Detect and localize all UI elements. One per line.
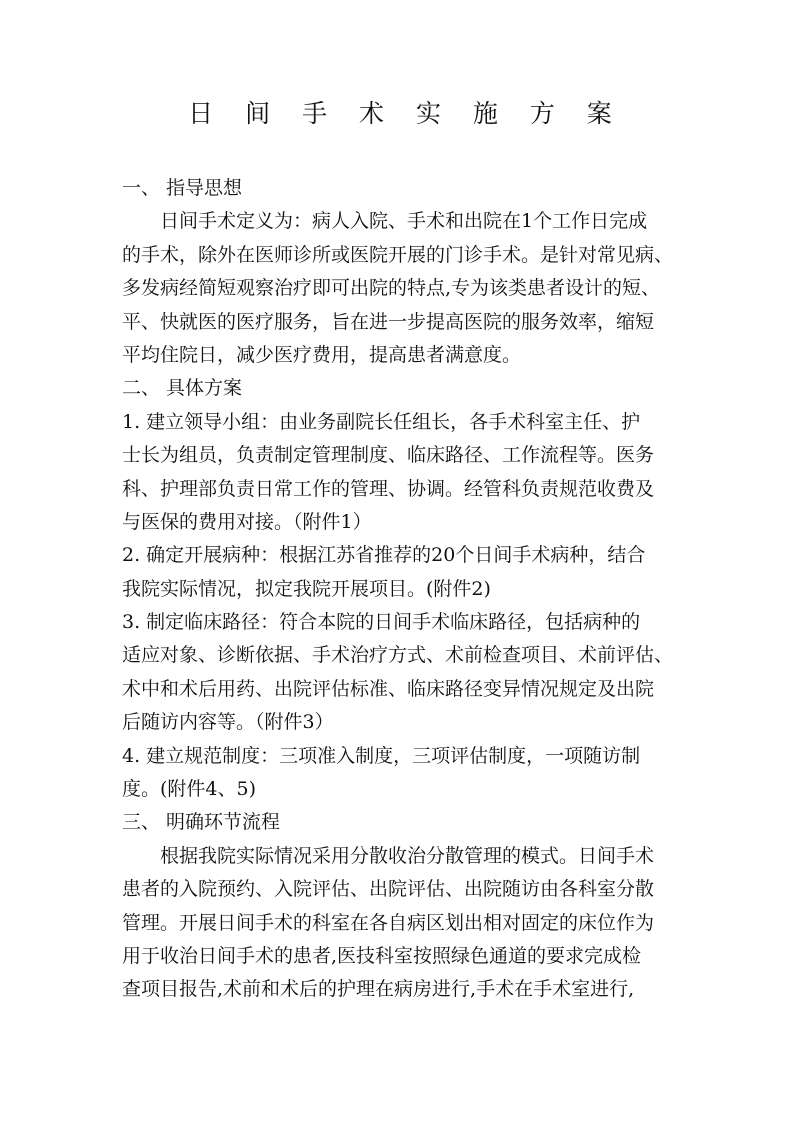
list-item-line: 4. 建立规范制度：三项准入制度，三项评估制度，一项随访制 [122, 744, 641, 767]
paragraph-line: 多发病经简短观察治疗即可出院的特点,专为该类患者设计的短、 [122, 277, 661, 300]
paragraph-line: 平、快就医的医疗服务，旨在进一步提高医院的服务效率，缩短 [122, 310, 655, 333]
paragraph-line: 患者的入院预约、入院评估、出院评估、出院随访由各科室分散 [122, 878, 655, 901]
list-item-line: 士长为组员，负责制定管理制度、临床路径、工作流程等。医务 [122, 444, 655, 467]
list-item-line: 科、护理部负责日常工作的管理、协调。经管科负责规范收费及 [122, 477, 655, 500]
paragraph-line: 根据我院实际情况采用分散收治分散管理的模式。日间手术 [160, 844, 655, 867]
document-body [122, 172, 682, 1007]
document-title: 日 间 手 术 实 施 方 案 [188, 99, 624, 128]
paragraph-line: 用于收治日间手术的患者,医技科室按照绿色通道的要求完成检 [122, 944, 642, 967]
paragraph-line: 平均住院日，减少医疗费用，提高患者满意度。 [122, 343, 522, 366]
list-item-line: 3. 制定临床路径：符合本院的日间手术临床路径，包括病种的 [122, 611, 641, 634]
paragraph-line: 日间手术定义为：病人入院、手术和出院在1个工作日完成 [160, 210, 648, 233]
section-heading-guiding-ideology: 一、 指导思想 [122, 177, 243, 199]
paragraph-line: 的手术，除外在医师诊所或医院开展的门诊手术。是针对常见病、 [122, 243, 674, 266]
list-item-line: 与医保的费用对接。（附件1） [122, 510, 372, 533]
section-heading-specific-plan: 二、 具体方案 [122, 377, 243, 400]
list-item-line: 我院实际情况，拟定我院开展项目。(附件2) [122, 577, 491, 600]
list-item-line: 2. 确定开展病种：根据江苏省推荐的20个日间手术病种，结合 [122, 544, 646, 567]
list-item-line: 1. 建立领导小组：由业务副院长任组长，各手术科室主任、护 [122, 410, 641, 433]
list-item-line: 适应对象、诊断依据、手术治疗方式、术前检查项目、术前评估、 [122, 644, 674, 667]
list-item-line: 度。(附件4、5) [122, 778, 257, 801]
paragraph-line: 查项目报告,术前和术后的护理在病房进行,手术在手术室进行, [122, 978, 635, 1001]
list-item-line: 后随访内容等。（附件3） [122, 711, 334, 734]
paragraph-line: 管理。开展日间手术的科室在各自病区划出相对固定的床位作为 [122, 911, 655, 934]
list-item-line: 术中和术后用药、出院评估标准、临床路径变异情况规定及出院 [122, 677, 655, 700]
section-heading-process: 三、 明确环节流程 [122, 811, 281, 834]
